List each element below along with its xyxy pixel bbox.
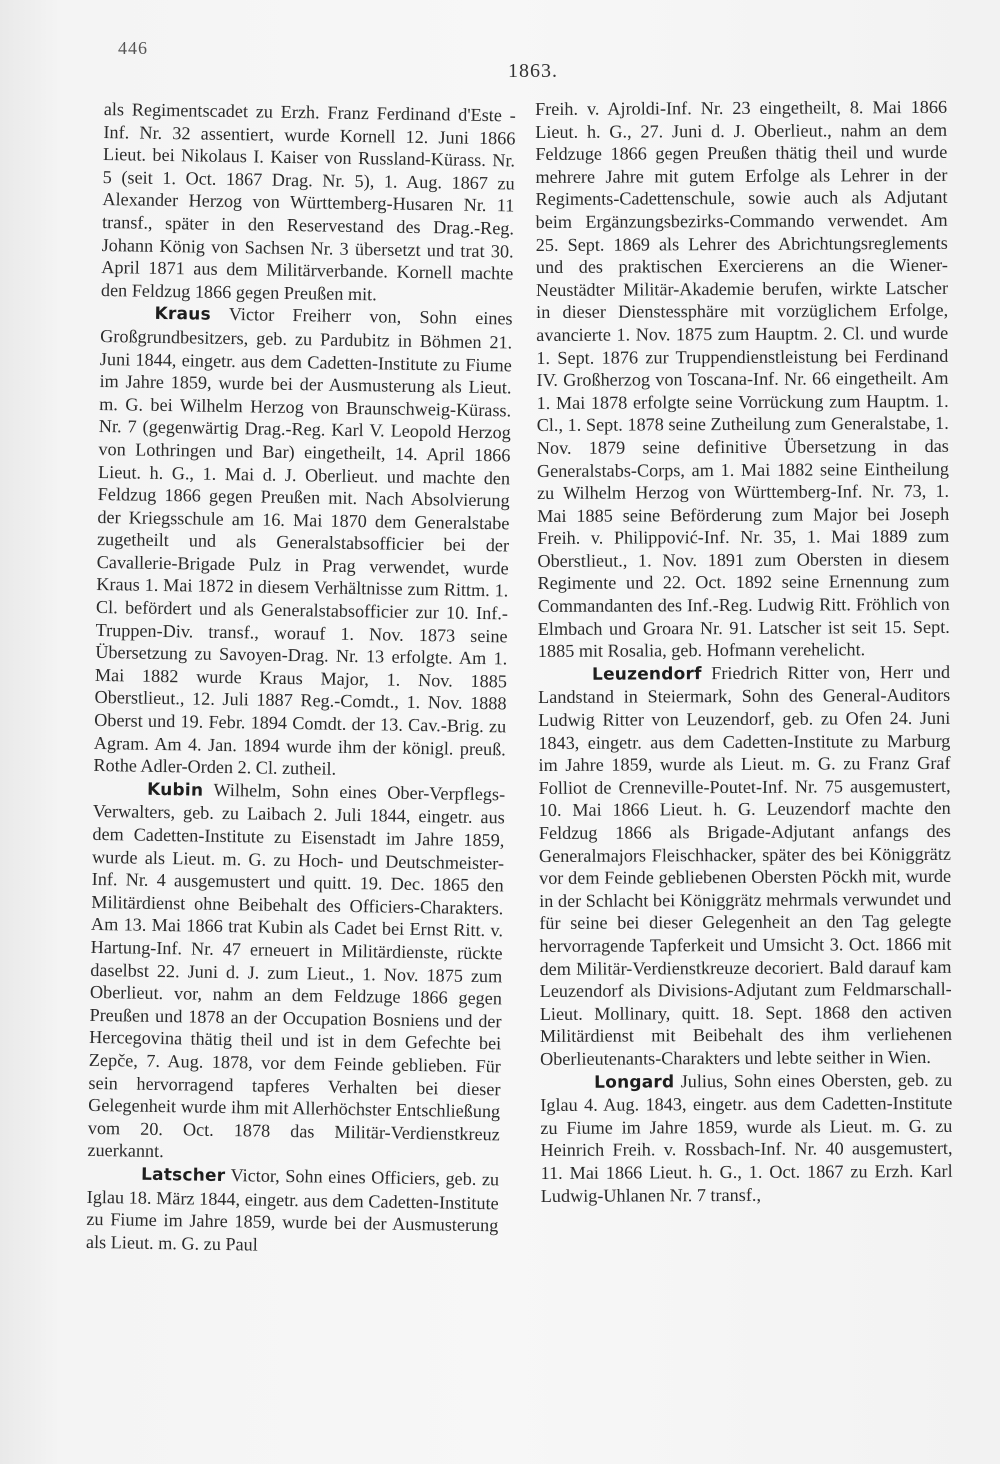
entry-name: Kubin bbox=[146, 779, 204, 801]
entry-text: Friedrich Ritter von, Herr und Landstand in Steiermark, Sohn des General-Auditors Ludwig Ritter von Leuzendorf, geb. zu Ofen 24. Juni 1843, eingetr. aus dem Cadetten-Institute zu Marburg im Jahre 1859, wurde als Lieut. m. G. zu Franz Graf Folliot de Crenneville-Poutet-Inf. Nr. 75 ausgemustert, 10. Mai 1866 Lieut. h. G. Leuzendorf machte den Feldzug 1866 als Brigade-Adjutant anfangs des Generalmajors Fleischhacker, später des bei Königgrätz vor dem Feinde gebliebenen Obersten Pöckh mit, wurde in der Schlacht bei Königgrätz mehrmals verwundet und für seine bei dieser Gelegenheit an den Tag gelegte hervorragende Tapferkeit und Umsicht 3. Oct. 1866 mit dem Militär-Verdienstkreuze decoriert. Bald darauf kam Leuzendorf als Divisions-Adjutant zum Feldmarschall-Lieut. Mollinary, quitt. 18. Sept. 1868 den activen Militärdienst mit Beibehalt des ihm verliehenen Oberlieutenants-Charakters und lebte seither in Wien. bbox=[538, 661, 952, 1069]
entry-kubin bbox=[87, 777, 505, 1169]
right-column bbox=[535, 96, 953, 1207]
page-number: 446 bbox=[118, 38, 148, 58]
left-column bbox=[86, 98, 516, 1260]
running-head-year: 1863. bbox=[508, 60, 558, 82]
entry-text: Victor Freiherr von, Sohn eines Großgrundbesitzers, geb. zu Pardubitz in Böhmen 21. Juni 1844, eingetr. aus dem Cadetten-Institute zu Fiume im Jahre 1859, wurde bei der Ausmusterung als Lieut. m. G. bei Wilhelm Herzog von Braunschweig-Kürass. Nr. 7 (gegenwärtig Drag.-Reg. Karl V. Leopold Herzog von Lothringen und Bar) eingetheilt, 14. April 1866 Lieut. h. G., 1. Mai d. J. Oberlieut. und machte den Feldzug 1866 gegen Preußen mit. Nach Absolvierung der Kriegsschule am 16. Mai 1870 dem Generalstabe zugetheilt und als Generalstabsofficier bei der Cavallerie-Brigade Pulz in Prag verwendet, wurde Kraus 1. Mai 1872 in diesem Verhältnisse zum Rittm. 1. Cl. befördert und als Generalstabsofficier zur 10. Inf.-Truppen-Div. transf., worauf 1. Nov. 1873 seine Übersetzung zu Savoyen-Drag. Nr. 13 erfolgte. Am 1. Mai 1882 wurde Kraus Major, 1. Nov. 1885 Oberstlieut., 12. Juli 1887 Reg.-Comdt., 1. Nov. 1888 Oberst und 19. Febr. 1894 Comdt. der 13. Cav.-Brig. zu Agram. Am 4. Jan. 1894 wurde ihm der königl. preuß. Rothe Adler-Orden 2. Cl. zutheil. bbox=[93, 304, 513, 779]
entry-name: Latscher bbox=[140, 1164, 226, 1186]
entry-text: Julius, Sohn eines Obersten, geb. zu Iglau 4. Aug. 1843, eingetr. aus dem Cadetten-Institute zu Fiume im Jahre 1859, wurde als Lieut. m. G. zu Heinrich Freih. v. Rossbach-Inf. Nr. 40 ausgemustert, 11. Mai 1866 Lieut. h. G., 1. Oct. 1867 zu Erzh. Karl Ludwig-Uhlanen Nr. 7 transf., bbox=[540, 1069, 953, 1206]
entry-name: Kraus bbox=[154, 304, 212, 326]
continuation-paragraph: Freih. v. Ajroldi-Inf. Nr. 23 eingetheilt, 8. Mai 1866 Lieut. h. G., 27. Juni d. J. Oberlieut., nahm an dem Feldzuge 1866 gegen Preußen thätig theil und wurde mehrere Jahre mit gutem Erfolge als Lehrer in der Regiments-Cadettenschule, sowie auch als Adjutant beim Ergänzungsbezirks-Commando verwendet. Am 25. Sept. 1869 als Lehrer des Abrichtungsreglements und des praktischen Exercierens an die Wiener-Neustädter Militär-Akademie berufen, wirkte Latscher in dieser Dienstessphäre mit vorzüglichem Erfolge, avancierte 1. Nov. 1875 zum Hauptm. 2. Cl. und wurde 1. Sept. 1876 zur Truppendienstleistung bei Ferdinand IV. Großherzog von Toscana-Inf. Nr. 66 eingetheilt. Am 1. Mai 1878 erfolgte seine Vorrückung zum Hauptm. 1. Cl., 1. Sept. 1878 seine Zutheilung zum Generalstabe, 1. Nov. 1879 seine definitive Übersetzung in das Generalstabs-Corps, am 1. Mai 1882 seine Eintheilung zu Wilhelm Herzog von Württemberg-Inf. Nr. 73, 1. Mai 1885 seine Beförderung zum Major bei Joseph Freih. v. Philippović-Inf. Nr. 35, 1. Mai 1889 zum Oberstlieut., 1. Nov. 1891 zum Obersten in diesem Regimente und 22. Oct. 1892 seine Ernennung zum Commandanten des Inf.-Reg. Ludwig Ritt. Fröhlich von Elmbach und Groara Nr. 91. Latscher ist seit 15. Sept. 1885 mit Rosalia, geb. Hofmann verehelicht. bbox=[535, 96, 950, 662]
entry-name: Longard bbox=[594, 1071, 675, 1093]
entry-name: Leuzendorf bbox=[591, 663, 702, 685]
entry-text: Wilhelm, Sohn eines Ober-Verpflegs-Verwalters, geb. zu Laibach 2. Juli 1844, eingetr. aus dem Cadetten-Institute zu Eisenstadt im Jahre 1859, wurde als Lieut. m. G. zu Hoch- und Deutschmeister-Inf. Nr. 4 ausgemustert und quitt. 19. Dec. 1865 den Militärdienst ohne Beibehalt des Officiers-Charakters. Am 13. Mai 1866 trat Kubin als Cadet bei Ernst Ritt. v. Hartung-Inf. Nr. 47 erneuert in Militärdienste, rückte daselbst 22. Juni d. J. zum Lieut., 1. Nov. 1875 zum Oberlieut. vor, nahm an dem Feldzuge 1866 gegen Preußen und 1878 an der Occupation Bosniens und der Hercegovina thätig theil und ist in dem Gefechte bei Zepče, 7. Aug. 1878, vor dem Feinde geblieben. Für sein hervorragend tapferes Verhalten bei dieser Gelegenheit wurde ihm mit Allerhöchster Entschließung vom 20. Oct. 1878 das Militär-Verdienstkreuz zuerkannt. bbox=[87, 779, 506, 1162]
entry-leuzendorf bbox=[538, 661, 952, 1071]
continuation-paragraph: als Regimentscadet zu Erzh. Franz Ferdinand d'Este - Inf. Nr. 32 assentiert, wurde Kornell 12. Juni 1866 Lieut. bei Nikolaus I. Kaiser von Russland-Kürass. Nr. 5 (seit 1. Oct. 1867 Drag. Nr. 5), 1. Aug. 1867 zu Alexander Herzog von Württemberg-Husaren Nr. 11 transf., später in den Reservestand des Drag.-Reg. Johann König von Sachsen Nr. 3 übersetzt und trat 30. April 1871 aus dem Militärverbande. Kornell machte den Feldzug 1866 gegen Preußen mit. bbox=[100, 98, 516, 305]
entry-kraus bbox=[93, 301, 512, 783]
entry-latscher bbox=[86, 1162, 499, 1260]
entry-longard bbox=[540, 1068, 953, 1207]
entry-text: Victor, Sohn eines Officiers, geb. zu Iglau 18. März 1844, eingetr. aus dem Cadetten-Institute zu Fiume im Jahre 1859, wurde bei der Ausmusterung als Lieut. m. G. zu Paul bbox=[85, 1165, 500, 1255]
